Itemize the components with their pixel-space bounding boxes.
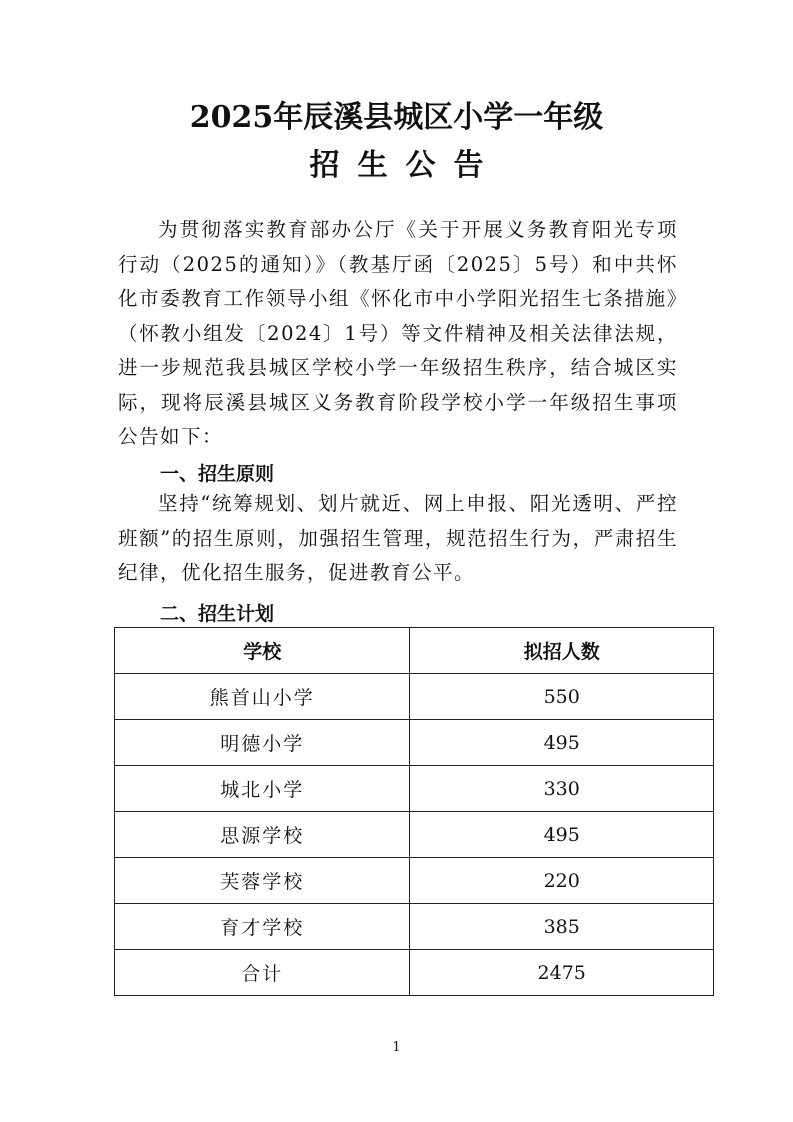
enrollment-count-cell: 495 (410, 720, 714, 766)
total-label-cell: 合计 (115, 950, 410, 996)
column-header-school: 学校 (115, 628, 410, 674)
enrollment-count-cell: 220 (410, 858, 714, 904)
document-title: 2025年辰溪县城区小学一年级 (189, 100, 604, 135)
enrollment-count-cell: 550 (410, 674, 714, 720)
section-heading-plan: 二、招生计划 (160, 603, 275, 625)
school-name-cell: 明德小学 (115, 720, 410, 766)
document-subtitle: 招生公告 (309, 148, 502, 183)
school-name-cell: 育才学校 (115, 904, 410, 950)
column-header-count: 拟招人数 (410, 628, 714, 674)
table-header-row (115, 628, 714, 674)
enrollment-count-cell: 495 (410, 812, 714, 858)
table-total-row (115, 950, 714, 996)
intro-paragraph: 为贯彻落实教育部办公厅《关于开展义务教育阳光专项行动（2025的通知）》（教基厅函〔2025〕5号）和中共怀化市委教育工作领导小组《怀化市中小学阳光招生七条措施》（怀教小组发〔2024〕1号）等文件精神及相关法律法规，进一步规范我县城区学校小学一年级招生秩序，结合城区实际，现将辰溪县城区义务教育阶段学校小学一年级招生事项公告如下： (118, 218, 678, 448)
school-name-cell: 熊首山小学 (115, 674, 410, 720)
table-row (115, 766, 714, 812)
total-count-cell: 2475 (410, 950, 714, 996)
school-name-cell: 思源学校 (115, 812, 410, 858)
page-number: 1 (392, 1040, 401, 1055)
table-row (115, 720, 714, 766)
table-row (115, 812, 714, 858)
school-name-cell: 城北小学 (115, 766, 410, 812)
principles-paragraph: 坚持“统筹规划、划片就近、网上申报、阳光透明、严控班额”的招生原则，加强招生管理，规范招生行为，严肃招生纪律，优化招生服务，促进教育公平。 (118, 492, 678, 584)
table-row (115, 674, 714, 720)
table-row (115, 858, 714, 904)
enrollment-count-cell: 330 (410, 766, 714, 812)
school-name-cell: 芙蓉学校 (115, 858, 410, 904)
enrollment-count-cell: 385 (410, 904, 714, 950)
section-heading-principles: 一、招生原则 (160, 463, 275, 485)
table-row (115, 904, 714, 950)
enrollment-plan-table (114, 627, 714, 996)
